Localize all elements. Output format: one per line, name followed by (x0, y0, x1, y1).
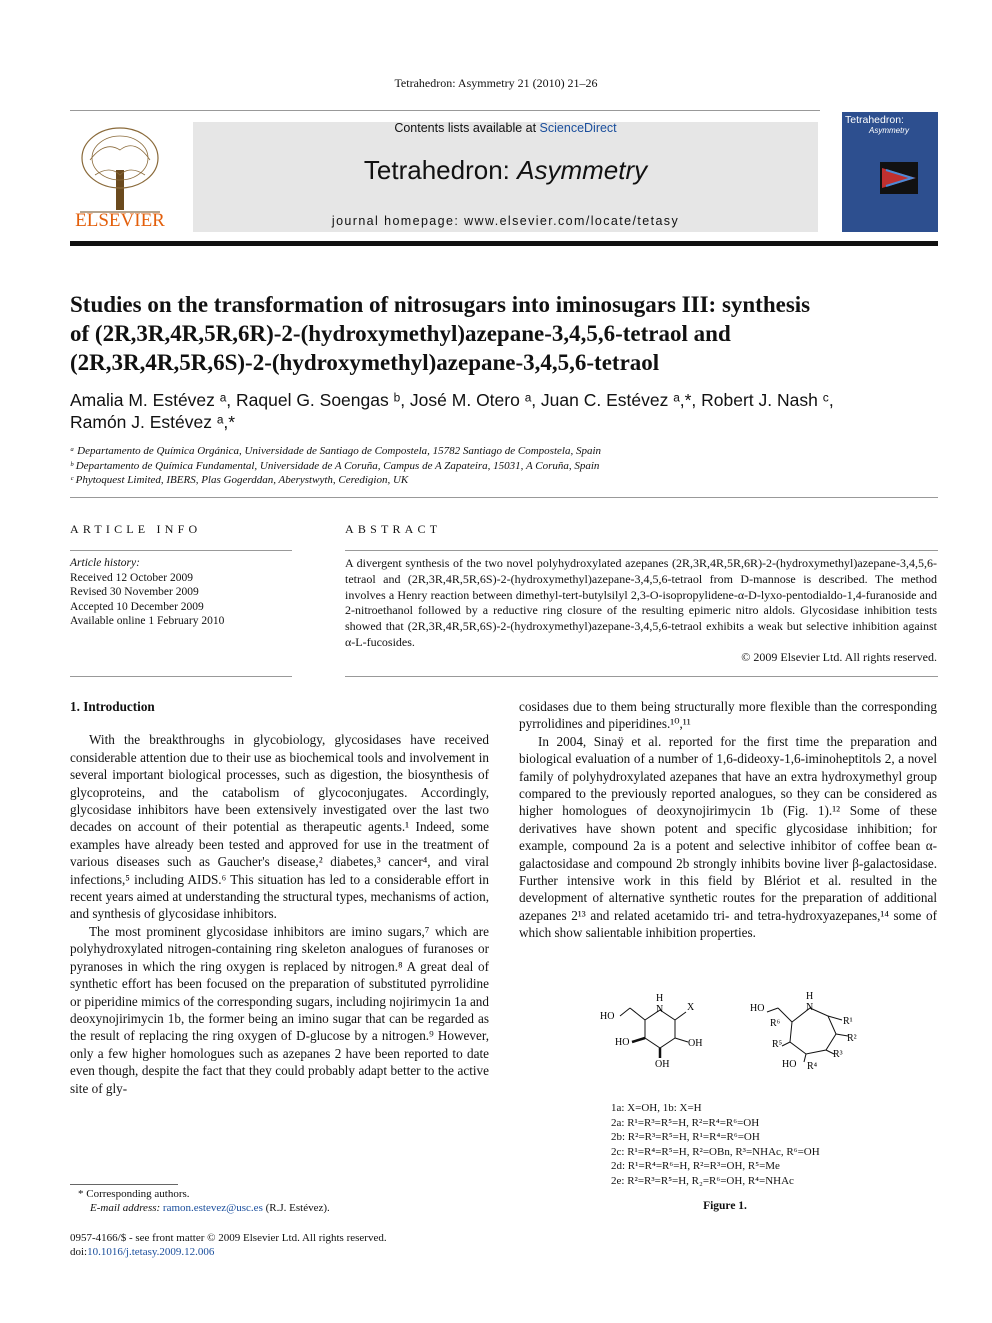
header-rule (70, 110, 820, 111)
title-line-3: (2R,3R,4R,5R,6S)-2-(hydroxymethyl)azepane-3,4,5,6-tetraol (70, 350, 660, 375)
affiliation-c: ᶜ Phytoquest Limited, IBERS, Plas Gogerddan, Aberystwyth, Ceredigion, UK (70, 474, 409, 486)
issn-block (70, 1231, 489, 1259)
label-r1: R¹ (843, 1016, 853, 1027)
publisher-logo-text: ELSEVIER (75, 210, 165, 231)
affiliation-a: ᵃ Departamento de Química Orgánica, Universidade de Santiago de Compostela, 15782 Santiago de Compostela, Spain (70, 445, 602, 457)
journal-homepage[interactable]: journal homepage: www.elsevier.com/locate/tetasy (331, 214, 680, 228)
doi-prefix: doi: (70, 1246, 88, 1259)
abstract-rule-top (345, 550, 938, 551)
label-oh-2: OH (655, 1059, 670, 1070)
label-n-2: N (806, 1002, 814, 1013)
cover-title-main: Tetrahedron: (845, 114, 904, 126)
legend-line-2: 2a: R¹=R³=R⁵=H, R²=R⁴=R⁶=OH (611, 1116, 760, 1129)
intro-paragraph-1: With the breakthroughs in glycobiology, glycosidases have received considerable attention due to their use as biochemical tools and involvement in several important biological processes, such as digestion, the biosynthesis of glycoproteins, and the catabolism of glycoconjugates. Accordingly, glycosidase inhibitors have been extensively investigated over the last two decades on account of their potential as therapeutic agents.¹ Indeed, some examples have already been tested and approved for use in the treatment of various diseases such as Gaucher's disease,² diabetes,³ cancer⁴, and viral infections,⁵ including AIDS.⁶ This situation has led to a considerable effort in recent years aimed at understanding the structural types, mechanisms of action, and synthesis of glycosidase inhibitors. (70, 732, 489, 922)
legend-line-1: 1a: X=OH, 1b: X=H (611, 1102, 702, 1114)
article-history (70, 556, 292, 629)
article-info-heading: ARTICLE INFO (70, 522, 202, 536)
label-ho-4: HO (782, 1059, 797, 1070)
history-label: Article history: (70, 557, 140, 569)
figure-1-structures (560, 990, 900, 1080)
abstract-text: A divergent synthesis of the two novel polyhydroxylated azepanes (2R,3R,4R,5R,6R)-2-(hydroxymethyl)azepane-3,4,5,6-tetraol and (2R,3R,4R,5R,6S)-2-(hydroxymethyl)azepane-3,4,5,6-tetraol from D-mannose is described. The method involves a Henry reaction between dimethyl-tert-butylsilyl 2,3-O-isopropylidene-α-D-lyxo-pentodialdo-1,4-furanoside and 2-nitroethanol followed by a reductive ring closure of the resulting epimeric nitro aldols. Glycosidase inhibition tests showed that (2R,3R,4R,5R,6S)-2-(hydroxymethyl)azepane-3,4,5,6-tetraol exhibits a weak but selective inhibition against α-L-fucosides. (345, 556, 937, 649)
affiliations (70, 444, 930, 488)
cover-title (845, 114, 935, 135)
section-heading-introduction: 1. Introduction (70, 699, 155, 714)
legend-line-3: 2b: R²=R³=R⁵=H, R¹=R⁴=R⁶=OH (611, 1131, 760, 1143)
label-r3: R³ (833, 1049, 843, 1060)
abstract-heading: ABSTRACT (345, 522, 442, 536)
figure-1-caption: Figure 1. (703, 1200, 747, 1212)
affiliation-rule (70, 497, 938, 498)
header-thick-rule (70, 241, 938, 246)
authors-line-2: Ramón J. Estévez ᵃ,* (70, 412, 236, 432)
authors-line-1: Amalia M. Estévez ᵃ, Raquel G. Soengas ᵇ, José M. Otero ᵃ, Juan C. Estévez ᵃ,*, Robert J. Nash ᶜ, (70, 390, 834, 410)
journal-name-italic: Asymmetry (517, 155, 648, 185)
body-column-left (70, 698, 489, 1097)
email-label: E-mail address: (90, 1202, 163, 1215)
label-ho-1: HO (600, 1011, 615, 1022)
label-n-1: N (656, 1004, 664, 1015)
journal-name-plain: Tetrahedron: (363, 155, 518, 185)
intro-paragraph-2: The most prominent glycosidase inhibitors are imino sugars,⁷ which are polyhydroxylated nitrogen-containing ring skeleton analogues of furanoses or pyranoses in which the ring oxygen is replaced by nitrogen.⁸ A great deal of synthetic effort has been focused on the preparation of substituted pyrrolidine or piperidine mimics of the corresponding sugars, including nojirimycin 1a and deoxynojirimycin 1b, the former being an imino sugar that can be regarded as the result of replacing the ring oxygen of D-glucose by a nitrogen.⁹ However, only a few higher homologues such as azepanes 2 have been reported to date even though, despite the fact that they could probably adapt better to the active site of gly- (70, 923, 489, 1096)
cover-title-sub: Asymmetry (869, 126, 909, 135)
journal-name (193, 155, 818, 186)
label-r6: R⁶ (770, 1018, 781, 1029)
email-suffix: (R.J. Estévez). (262, 1202, 330, 1215)
label-ho-3: HO (750, 1003, 765, 1014)
author-list (70, 389, 930, 433)
body-column-right (519, 698, 937, 942)
contents-line (193, 121, 818, 135)
sciencedirect-link[interactable]: ScienceDirect (539, 121, 617, 135)
label-h-1: H (656, 993, 664, 1004)
label-r5: R⁵ (772, 1039, 783, 1050)
article-info-rule-top (70, 550, 292, 551)
intro-paragraph-3: cosidases due to them being structurally more flexible than the corresponding pyrrolidines and piperidines.¹⁰,¹¹ (519, 699, 937, 732)
legend-line-4: 2c: R¹=R⁴=R⁵=H, R²=OBn, R³=NHAc, R⁶=OH (611, 1145, 820, 1158)
abstract-rule-bottom (345, 676, 938, 677)
issn-line: 0957-4166/$ - see front matter © 2009 Elsevier Ltd. All rights reserved. (70, 1232, 387, 1244)
label-r2: R² (847, 1033, 857, 1044)
title-line-2: of (2R,3R,4R,5R,6R)-2-(hydroxymethyl)azepane-3,4,5,6-tetraol and (70, 321, 731, 346)
article-info-rule-bottom (70, 676, 292, 677)
label-ho-2: HO (615, 1037, 630, 1048)
title-line-1: Studies on the transformation of nitrosugars into iminosugars III: synthesis (70, 292, 811, 317)
history-revised: Revised 30 November 2009 (70, 586, 199, 598)
label-r4: R⁴ (807, 1061, 818, 1072)
elsevier-logo (70, 120, 170, 232)
history-received: Received 12 October 2009 (70, 571, 193, 584)
chemical-structures-icon (560, 990, 900, 1080)
legend-line-6: 2e: R²=R³=R⁵=H, R₂=R⁶=OH, R⁴=NHAc (611, 1174, 794, 1187)
label-x: X (687, 1002, 695, 1013)
history-accepted: Accepted 10 December 2009 (70, 600, 204, 613)
doi-link[interactable]: 10.1016/j.tetasy.2009.12.006 (87, 1246, 215, 1259)
label-h-2: H (806, 991, 814, 1002)
legend-line-5: 2d: R¹=R⁴=R⁶=H, R²=R³=OH, R⁵=Me (611, 1160, 780, 1172)
email-link[interactable]: ramon.estevez@usc.es (162, 1202, 263, 1215)
journal-reference: Tetrahedron: Asymmetry 21 (2010) 21–26 (394, 76, 598, 90)
abstract-copyright: © 2009 Elsevier Ltd. All rights reserved. (741, 650, 937, 664)
intro-paragraph-4: In 2004, Sinaÿ et al. reported for the first time the preparation and biological evaluation of a number of 1,6-dideoxy-1,6-iminoheptitols 2, a novel family of polyhydroxylated azepanes that have an extra hydroxymethyl group compared to the previously reported analogues, so they can be considered as higher homologues of deoxynojirimycin 1b (Fig. 1).¹² Some of these derivatives have shown potent and specific glycosidase inhibition; for example, compound 2a is a potent and selective inhibitor of coffee bean α-galactosidase and compound 2b strongly inhibits bovine liver β-galactosidase. Further intensive work in this field by Blériot et al. resulted in the development of alternative synthetic routes for the preparation of additional azepanes 2¹³ and related acetamido tri- and tetra-hydroxyazepanes,¹⁴ some of which show salientable inhibition properties. (519, 733, 937, 941)
label-oh-1: OH (688, 1038, 703, 1049)
contents-prefix: Contents lists available at (394, 121, 540, 135)
corresponding-authors: * Corresponding authors. (78, 1188, 190, 1200)
footnote-rule (70, 1184, 178, 1185)
history-online: Available online 1 February 2010 (70, 615, 225, 627)
corresponding-footnote (70, 1187, 489, 1215)
article-title (70, 290, 930, 377)
figure-1-legend (611, 1101, 871, 1188)
affiliation-b: ᵇ Departamento de Química Fundamental, Universidade de A Coruña, Campus de A Zapateira, 15031, A Coruña, Spain (70, 459, 600, 472)
